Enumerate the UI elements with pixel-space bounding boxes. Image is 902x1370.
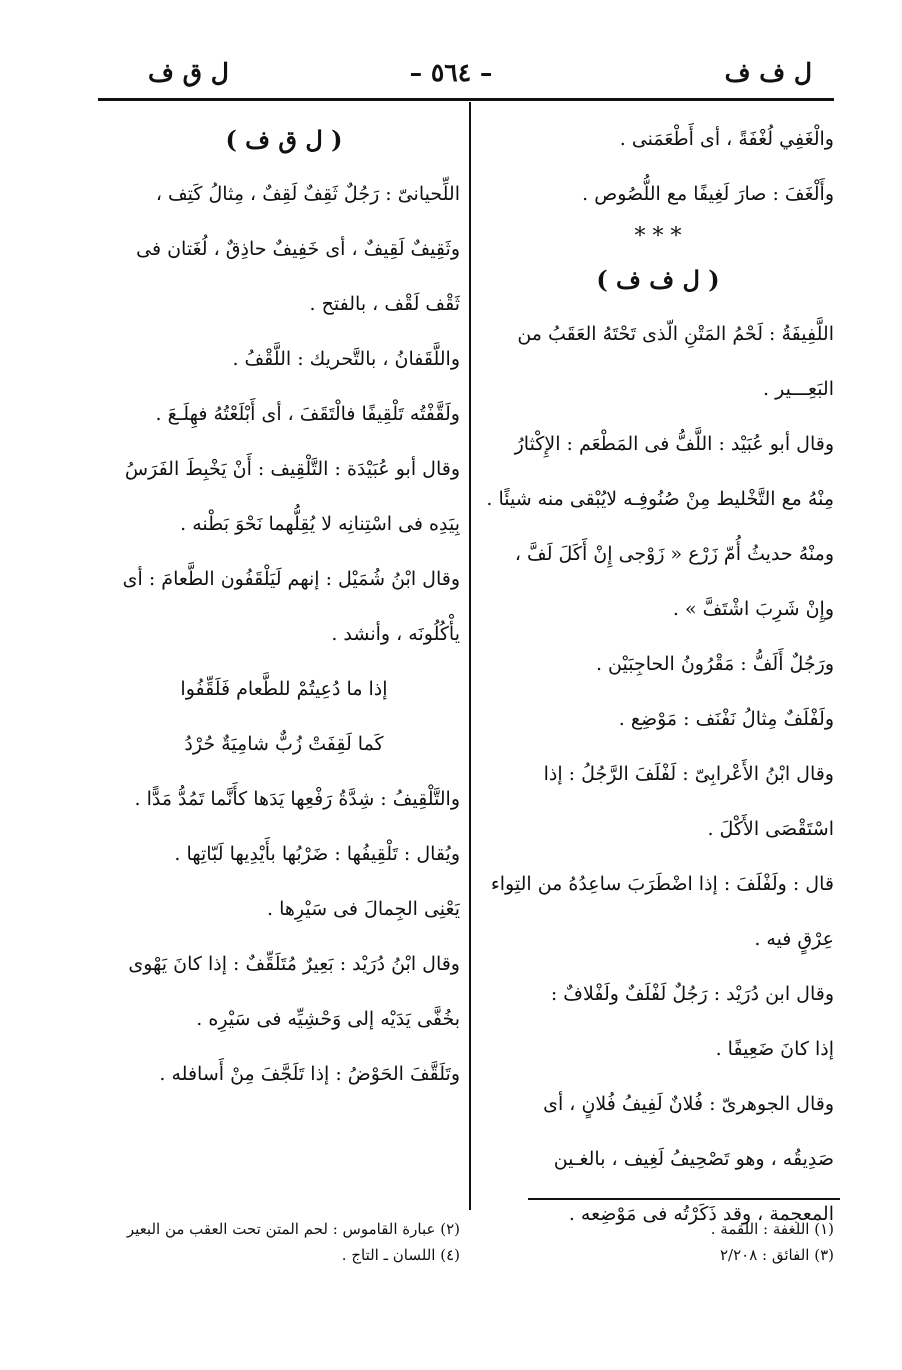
section-heading: ( ل ف ف ) (596, 265, 720, 294)
text-line: صَدِيقُه ، وهو تَصْحِيفُ لَغِيف ، بالغـين (553, 1148, 834, 1170)
text-line: قال : ولَفْلَفَ : إذا اضْطَرَبَ ساعِدُهُ من التِواء (490, 873, 834, 895)
text-line: وقال ابْنُ دُرَيْد : بَعِيرٌ مُتَلَقِّفٌ : إذا كانَ يَهْوى (128, 953, 460, 975)
text-line: ثَقْف لَقْف ، بالفتح . (309, 293, 460, 315)
text-line: اللِّحيانىّ : رَجُلٌ ثَقِفٌ لَقِفٌ ، مِثالُ كَتِف ، (155, 183, 460, 205)
text-line: وقال ابْنُ الأَعْرابِىّ : لَفْلَفَ الرَّجُلُ : إذا (543, 763, 834, 785)
text-line: البَعِـــير . (763, 378, 834, 400)
header-root-right: ل ف ف (724, 58, 812, 87)
text-line: المعجمة ، وقد ذَكَرْتُه فى مَوْضِعه . (568, 1203, 834, 1225)
section-heading: ( ل ق ف ) (225, 125, 343, 154)
header-root-left: ل ق ف (148, 58, 229, 87)
right-column (482, 112, 834, 1242)
text-line: بِيَدِه فى اسْتِنانِه لا يُقِلُّهما نَحْوَ بَطْنه . (180, 513, 460, 535)
text-line: وقال ابن دُرَيْد : رَجُلٌ لَفْلَفٌ ولَفْلافٌ : (550, 983, 834, 1005)
text-line: وأَلْغَفَ : صارَ لَغِيفًا مع اللُّصُوص . (582, 183, 834, 205)
text-line: وقال أبو عُبَيْدَة : التَّلْقِيف : أَنْ يَخْبِطَ الفَرَسُ (124, 458, 460, 480)
header-rule (98, 98, 834, 101)
footnote-rule (528, 1198, 840, 1200)
text-line: وثَقِيفٌ لَقِيفٌ ، أى خَفِيفٌ حاذِقٌ ، لُغَتان فى (136, 238, 460, 260)
footnote: (١) اللغفة : اللقمة . (710, 1220, 834, 1238)
text-line: وقال أبو عُبَيْد : اللَّفُّ فى المَطْعَم : الإِكْثارُ (514, 433, 834, 455)
footnotes-right (482, 1216, 834, 1268)
text-line: يأْكُلُونَه ، وأنشد . (331, 623, 460, 645)
text-line: بخُفَّى يَدَيْه إلى وَحْشِيِّه فى سَيْرِه . (196, 1008, 460, 1030)
text-line: والْغَفِي لُغْفَةً ، أى أَطْعَمَنى . (619, 128, 834, 150)
verse-line: كَما لَقِفَتْ زُبٌّ شامِيَةٌ حُرْدُ (184, 733, 384, 755)
text-line: عِرْقٍ فيه . (754, 928, 834, 950)
footnote: (٢) عبارة القاموس : لحم المتن تحت العقب من البعير (126, 1220, 460, 1238)
page-number: – ٥٦٤ – (409, 58, 493, 87)
text-line: وقال ابْنُ شُمَيْل : إنهم لَيَلْقَفُون الطَّعامَ : أى (122, 568, 460, 590)
text-line: ويُقال : تَلْقِيفُها : ضَرْبُها بأَيْدِيها لَبّاتِها . (174, 843, 460, 865)
text-line: اللَّفِيفَةُ : لَحْمُ المَتْنِ الّذى تَحْتَهُ العَقَبُ من (517, 323, 834, 345)
section-separator: * * * (634, 224, 682, 249)
text-line: ولَفْلَفٌ مِثالُ نَفْنَف : مَوْضِع . (618, 708, 834, 730)
footnotes-left (108, 1216, 460, 1268)
text-line: ولَقَّفْتُه تَلْقِيفًا فالْتَقَفَ ، أى أَبْلَعْتُهُ فهِلَـعَ . (155, 403, 460, 425)
text-line: يَعْنِى الجِمالَ فى سَيْرِها . (267, 898, 460, 920)
text-line: واللَّقَفانُ ، بالتَّحريك : اللَّقْفُ . (232, 348, 460, 370)
text-line: وقال الجوهرىّ : فُلانٌ لَفِيفُ فُلانٍ ، أى (543, 1093, 834, 1115)
text-line: ومنْهُ حديثُ أُمّ زَرْع « زَوْجى إِنْ أَكَلَ لَفَّ ، (514, 543, 834, 565)
text-line: وإِنْ شَرِبَ اشْتَفَّ » . (672, 598, 834, 620)
footnote: (٤) اللسان ـ التاج . (341, 1246, 460, 1264)
text-line: ورَجُلٌ أَلَفُّ : مَقْرُونُ الحاجِبَيْن . (595, 653, 834, 675)
left-column (108, 112, 460, 1102)
footnote: (٣) الفائق : ٢/٢٠٨ (720, 1246, 834, 1264)
text-line: والتَّلْقِيفُ : شِدَّةُ رَفْعِها يَدَها كأَنَّما تَمُدُّ مَدًّا . (134, 788, 460, 810)
text-line: اسْتَقْصَى الأَكْلَ . (707, 818, 834, 840)
verse-line: إذا ما دُعِيتُمْ للطَّعام فَلَقِّفُوا (180, 678, 388, 700)
text-line: إذا كانَ ضَعِيفًا . (715, 1038, 834, 1060)
text-line: مِنْهُ مع التَّخْليط مِنْ صُنُوفِـه لايُبْقى منه شيئًا . (486, 488, 834, 510)
text-line: وتَلَقَّفَ الحَوْضُ : إذا تَلَجَّفَ مِنْ أَسافله . (159, 1063, 460, 1085)
column-divider (469, 102, 471, 1210)
